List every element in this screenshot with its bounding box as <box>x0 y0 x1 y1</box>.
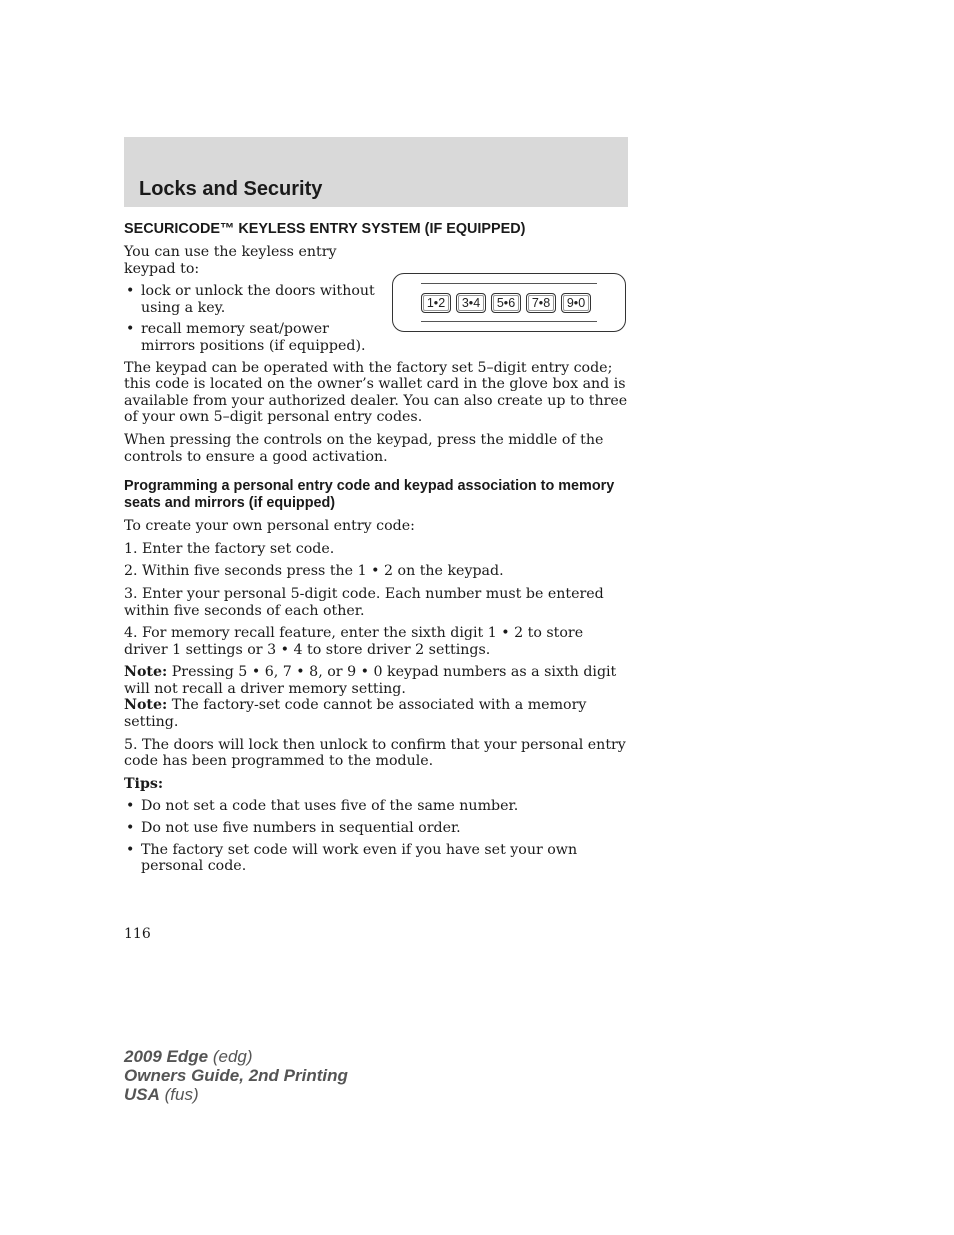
list-item: • The factory set code will work even if you have set your own personal code. <box>126 841 578 875</box>
intro-block <box>124 244 628 355</box>
keypad-button-5-6: 5•6 <box>491 293 521 313</box>
intro-bullet-list <box>124 283 384 354</box>
step-2: 2. Within five seconds press the 1 • 2 on the keypad. <box>124 563 504 580</box>
intro-text: You can use the keyless entry keypad to: <box>124 244 337 277</box>
note-1: Note: Pressing 5 • 6, 7 • 8, or 9 • 0 keypad numbers as a sixth digit will not recall a driver memory setting. <box>124 664 617 697</box>
list-item: • lock or unlock the doors without using a key. <box>126 283 375 316</box>
programming-heading: Programming a personal entry code and keypad association to memory seats and mirrors (if equipped) <box>124 478 615 512</box>
step-4: 4. For memory recall feature, enter the sixth digit 1 • 2 to store driver 1 settings or 3 • 4 to store driver 2 settings. <box>124 625 584 658</box>
bullet: • <box>126 841 135 858</box>
section-heading: SECURICODE™ KEYLESS ENTRY SYSTEM (IF EQUIPPED) <box>124 221 526 237</box>
step-5: 5. The doors will lock then unlock to confirm that your personal entry code has been programmed to the module. <box>124 736 626 770</box>
paragraph: The keypad can be operated with the factory set 5–digit entry code; this code is located on the owner’s wallet card in the glove box and is available from your authorized dealer. You can also create up to three of your own 5–digit personal entry codes. <box>124 359 628 426</box>
footer-line-3: USA (fus) <box>124 1085 199 1104</box>
section-banner <box>124 137 628 207</box>
bullet: • <box>126 820 135 837</box>
keypad-illustration <box>392 273 626 332</box>
list-item: • recall memory seat/power mirrors positions (if equipped). <box>126 321 366 354</box>
footer-line-2: Owners Guide, 2nd Printing <box>124 1066 348 1085</box>
tips-list <box>124 798 628 874</box>
list-item: • Do not set a code that uses five of the same number. <box>126 798 519 815</box>
keypad-button-row <box>421 293 591 313</box>
paragraph: When pressing the controls on the keypad, press the middle of the controls to ensure a good activation. <box>124 431 604 465</box>
keypad-button-3-4: 3•4 <box>456 293 486 313</box>
note-2: Note: The factory-set code cannot be associated with a memory setting. <box>124 697 587 731</box>
bullet: • <box>126 283 135 300</box>
bullet: • <box>126 798 135 815</box>
page-content <box>124 221 628 880</box>
page-number: 116 <box>124 926 151 942</box>
paragraph: To create your own personal entry code: <box>124 518 415 535</box>
bullet: • <box>126 321 135 338</box>
keypad-button-7-8: 7•8 <box>526 293 556 313</box>
keypad-trim-line <box>421 283 597 284</box>
step-3: 3. Enter your personal 5-digit code. Each number must be entered within five seconds of each other. <box>124 585 604 619</box>
tips-label: Tips: <box>124 775 164 792</box>
step-1: 1. Enter the factory set code. <box>124 540 335 557</box>
list-item: • Do not use five numbers in sequential order. <box>126 820 461 837</box>
footer-line-1: 2009 Edge (edg) <box>124 1047 253 1066</box>
banner-title: Locks and Security <box>139 178 323 200</box>
footer <box>124 1047 348 1104</box>
keypad-button-9-0: 9•0 <box>561 293 591 313</box>
keypad-trim-line <box>421 321 597 322</box>
keypad-button-1-2: 1•2 <box>421 293 451 313</box>
